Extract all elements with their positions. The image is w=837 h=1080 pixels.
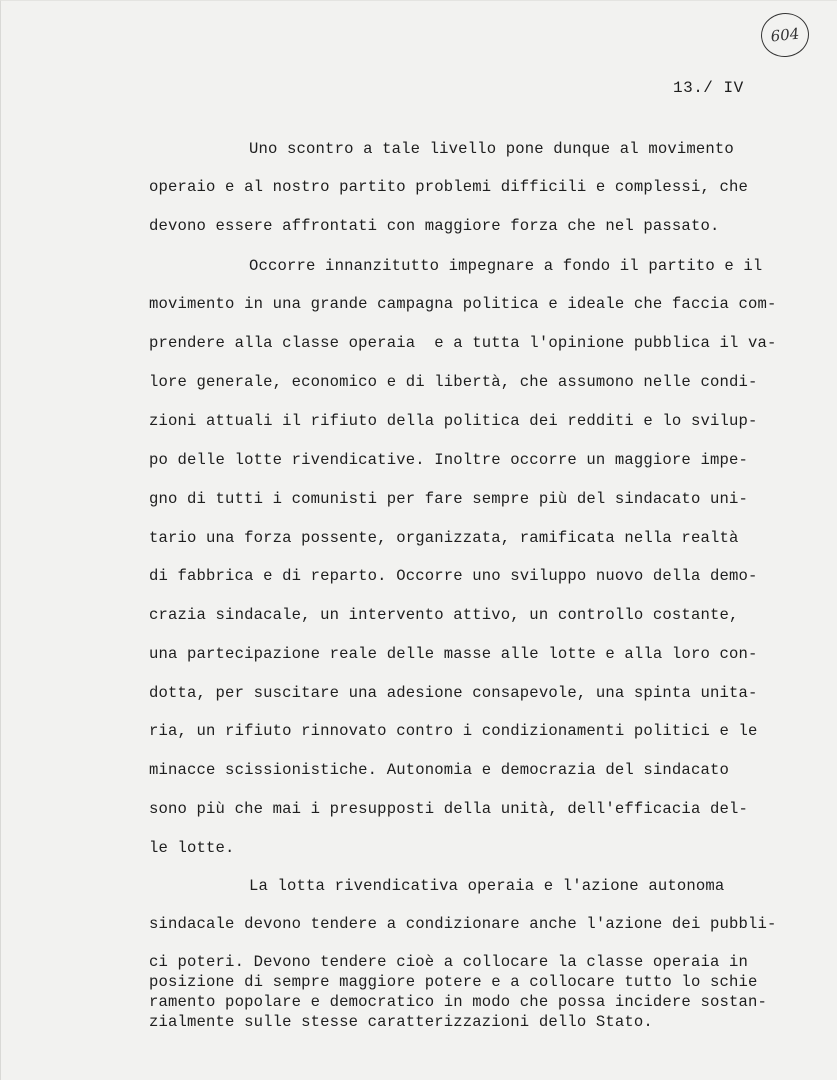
text-line: operaio e al nostro partito problemi difficili e complessi, che	[149, 178, 748, 196]
text-line: una partecipazione reale delle masse alle lotte e alla loro con-	[149, 645, 758, 663]
text-line: devono essere affrontati con maggiore forza che nel passato.	[149, 217, 720, 235]
text-line: La lotta rivendicativa operaia e l'azione autonoma	[249, 877, 725, 895]
text-line: minacce scissionistiche. Autonomia e democrazia del sindacato	[149, 761, 729, 779]
text-line: dotta, per suscitare una adesione consapevole, una spinta unita-	[149, 684, 758, 702]
text-line: po delle lotte rivendicative. Inoltre occorre un maggiore impe-	[149, 451, 748, 469]
text-line: movimento in una grande campagna politica e ideale che faccia com-	[149, 295, 777, 313]
text-line: Uno scontro a tale livello pone dunque al movimento	[249, 140, 734, 158]
text-line: tario una forza possente, organizzata, ramificata nella realtà	[149, 529, 739, 547]
text-line: Occorre innanzitutto impegnare a fondo il partito e il	[249, 257, 763, 275]
text-line: posizione di sempre maggiore potere e a collocare tutto lo schie	[149, 973, 758, 991]
text-line: crazia sindacale, un intervento attivo, un controllo costante,	[149, 606, 739, 624]
page-number: 13./ IV	[673, 79, 744, 97]
text-line: ci poteri. Devono tendere cioè a collocare la classe operaia in	[149, 953, 748, 971]
text-line: di fabbrica e di reparto. Occorre uno sviluppo nuovo della demo-	[149, 567, 758, 585]
text-line: ria, un rifiuto rinnovato contro i condizionamenti politici e le	[149, 722, 758, 740]
text-line: sono più che mai i presupposti della unità, dell'efficacia del-	[149, 800, 748, 818]
text-line: lore generale, economico e di libertà, che assumono nelle condi-	[149, 373, 758, 391]
text-line: le lotte.	[149, 839, 235, 857]
text-line: zioni attuali il rifiuto della politica dei redditi e lo svilup-	[149, 412, 758, 430]
text-line: gno di tutti i comunisti per fare sempre più del sindacato uni-	[149, 490, 748, 508]
archive-stamp: 604	[759, 11, 811, 60]
text-line: zialmente sulle stesse caratterizzazioni dello Stato.	[149, 1013, 653, 1031]
text-line: ramento popolare e democratico in modo che possa incidere sostan-	[149, 993, 768, 1011]
text-line: prendere alla classe operaia e a tutta l'opinione pubblica il va-	[149, 334, 777, 352]
text-line: sindacale devono tendere a condizionare anche l'azione dei pubbli-	[149, 915, 777, 933]
